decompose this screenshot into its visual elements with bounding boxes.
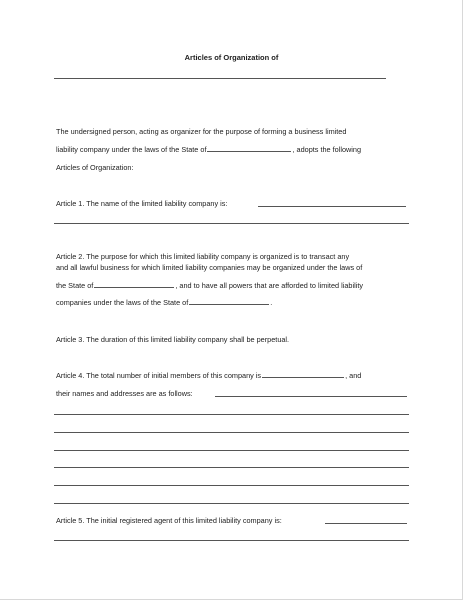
intro-line-3: Articles of Organization: [56, 163, 134, 172]
intro-line-2-start: liability company under the laws of the State of [56, 145, 207, 154]
article-4-blank[interactable] [215, 396, 407, 397]
member-address-line[interactable] [54, 432, 409, 433]
intro-line-2-end: , adopts the following [292, 145, 362, 154]
member-address-line[interactable] [54, 450, 409, 451]
article-4-line-1-end: , and [345, 371, 362, 380]
article-3-text: Article 3. The duration of this limited liability company shall be perpetual. [56, 335, 290, 344]
member-address-line[interactable] [54, 467, 409, 468]
article-2-line-3-start: the State of [56, 281, 94, 290]
member-address-line[interactable] [54, 503, 409, 504]
article-2-line-4-start: companies under the laws of the State of [56, 298, 189, 307]
article-2-line-3-end: , and to have all powers that are afforded to limited liability [175, 281, 363, 290]
article-2-state-blank-2[interactable] [189, 298, 269, 305]
article-2-line-3 [56, 281, 363, 290]
article-4-line-2: their names and addresses are as follows: [56, 389, 193, 398]
article-2-line-4-end: . [270, 298, 273, 307]
article-5-blank[interactable] [325, 523, 407, 524]
intro-line-2 [56, 145, 361, 154]
state-blank[interactable] [207, 145, 291, 152]
article-4-line-1-start: Article 4. The total number of initial members of this company is [56, 371, 262, 380]
article-1-text: Article 1. The name of the limited liability company is: [56, 199, 228, 208]
company-name-blank[interactable] [54, 78, 386, 79]
article-4-line-1 [56, 371, 361, 380]
article-2-state-blank[interactable] [94, 281, 174, 288]
article-1-blank[interactable] [258, 206, 406, 207]
intro-line-1: The undersigned person, acting as organizer for the purpose of forming a business limited [56, 127, 347, 136]
member-count-blank[interactable] [262, 371, 344, 378]
member-address-line[interactable] [54, 414, 409, 415]
article-2-line-2: and all lawful business for which limited liability companies may be organized under the laws of [56, 263, 363, 272]
article-5-text: Article 5. The initial registered agent of this limited liability company is: [56, 516, 282, 525]
article-5-blank-line-2[interactable] [54, 540, 409, 541]
document-title: Articles of Organization of [184, 53, 279, 62]
article-2-line-4 [56, 298, 272, 307]
article-2-line-1: Article 2. The purpose for which this limited liability company is organized is to transact any [56, 252, 350, 261]
article-1-blank-line-2[interactable] [54, 223, 409, 224]
member-address-line[interactable] [54, 485, 409, 486]
